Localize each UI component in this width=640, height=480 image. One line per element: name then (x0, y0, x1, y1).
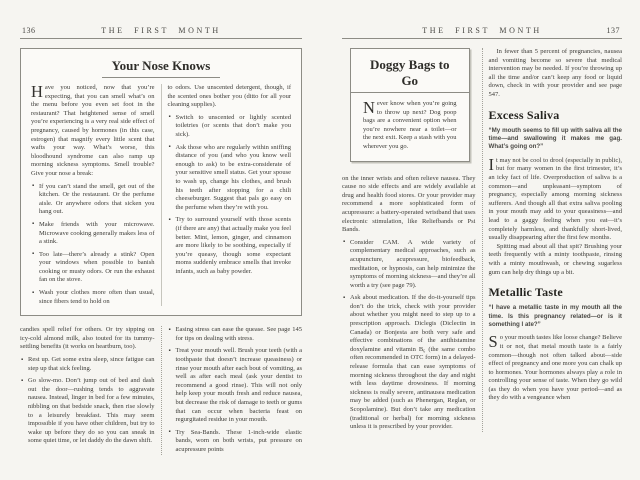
list-item: ▪ Too late—there’s already a stink? Open your windows when possible to banish cooking or musty odors. Or run the exhaust fan on the stove. (31, 251, 155, 285)
box-title-your-nose-knows: Your Nose Knows (21, 49, 301, 78)
page-137 (320, 0, 640, 480)
nose-box-col1-list (31, 183, 155, 307)
col1-continuation: on the inner wrists and often relieve nausea. They cause no side effects and are widely available at drug and health food stores. Or your provider may recommend a more sophisticated form of acupressure: a battery-operated wristband that uses electronic stimulation, like Reliefbands or Psi Bands. (342, 174, 476, 234)
list-item: ▪ Ask those who are regularly within sniffing distance of you (and who you know well enough to ask) to be extra-considerate of your sensitive smell status. Get your spouse to wash up, change his clothes, and brush his teeth after stopping for a chili cheeseburger. Suggest that pals go easy on the perfume when they’re with you. (168, 144, 292, 213)
dropcap-s: S (488, 332, 498, 352)
list-item: ▪ Rest up. Get some extra sleep, since fatigue can step up that sick feeling. (20, 356, 155, 373)
left-body-col1 (20, 326, 155, 454)
doggy-box-text: Never know when you’re going to throw up next? Dog poop bags are a convenient option when you’re nowhere near a toilet—or the next exit. Keep a stash with you wherever you go. (363, 98, 457, 150)
list-item: ▪ Try to surround yourself with those scents (if there are any) that actually make you feel better. Mint, lemon, ginger, and cinnamon are more likely to be soothing, especially if you’re queasy, though some expectant moms suddenly embrace smells that invoke infants, such as baby powder. (168, 216, 292, 276)
col2-intro-paragraph: In fewer than 5 percent of pregnancies, nausea and vomiting become so severe that medical intervention may be needed. If you’re throwing up all the time and/or can’t keep any food or liquid down, check in with your provider and see page 547. (488, 48, 622, 98)
dropcap-n: N (363, 98, 375, 117)
section-heading-excess-saliva: Excess Saliva (488, 107, 560, 122)
nose-box-col1 (31, 84, 155, 306)
reader-quote-metallic-taste: “I have a metallic taste in my mouth all the time. Is this pregnancy related—or is it something I ate?” (488, 304, 622, 328)
answer-metallic-taste: So your mouth tastes like loose change? Believe it or not, that metal mouth taste is a fairly common—though not often talked about—side effect of pregnancy and one more you can chalk up to hormones. Your hormones always play a role in controlling your sense of taste. When they go wild (as they do when you have your period—and as they do with a vengeance when (488, 332, 622, 402)
list-item: ▪ Switch to unscented or lightly scented toiletries (or scents that don’t make you sick). (168, 114, 292, 140)
answer-excess-saliva-para2: Spitting mad about all that spit? Brushing your teeth frequently with a minty toothpaste, rinsing with a minty mouthwash, or chewing sugarless gum can help dry things up a bit. (488, 242, 622, 276)
nose-box-continuation: to odors. Use unscented detergent, though, if the scented ones bother you (ditto for all your cleaning supplies). (167, 84, 291, 109)
nose-box-col2-list (168, 114, 292, 277)
box-title-doggy-bags: Doggy Bags to Go (351, 49, 469, 93)
page-header-left (20, 26, 302, 37)
list-item: ▪ Wash your clothes more often than usual, since fibers tend to hold on (31, 289, 155, 306)
list-item: ▪ Treat your mouth well. Brush your teeth (with a toothpaste that doesn’t increase queasiness) or rinse your mouth after each bout of vomiting, as well as after each meal (ask your dentist to recommend a good rinse). This will not only help keep your mouth fresh and reduce nausea, but decrease the risk of damage to teeth or gums that can occur when bacteria feast on regurgitated residue in your mouth. (168, 347, 303, 424)
page-number-left: 136 (22, 26, 36, 35)
nose-box-col2 (168, 84, 292, 306)
right-page-body (342, 48, 622, 432)
list-item: ▪ If you can’t stand the smell, get out of the kitchen. Or the restaurant. Or the perfume aisle. Or anywhere odors that sicken you hang out. (31, 183, 155, 217)
list-item: ▪ Easing stress can ease the quease. See page 145 for tips on dealing with stress. (168, 326, 303, 343)
dropcap-i: I (488, 154, 494, 174)
reader-quote-excess-saliva: “My mouth seems to fill up with saliva all the time—and swallowing it makes me gag. What’s going on?” (488, 126, 622, 151)
right-body-col1 (342, 48, 476, 432)
left-body-col2 (168, 326, 303, 454)
doggy-bags-box (350, 48, 470, 162)
header-rule-right (342, 38, 622, 39)
header-rule-left (20, 38, 302, 39)
list-item: ▪ Try Sea-Bands. These 1-inch-wide elastic bands, worn on both wrists, put pressure on acupressure points (168, 429, 303, 455)
right-body-col2 (489, 48, 623, 432)
list-item: ▪ Ask about medication. If the do-it-yourself tips don’t do the trick, check with your provider about whether you might need to step up to a prescription approach. Diclegis (Diclectin in Canada) or Bonjesta are both very safe and effective combinations of the antihistamine doxylamine and vitamin B₆ (the same combo often recommended in OTC form) in a delayed-release formula that can ease symptoms of morning sickness throughout the day and night with less daytime drowsiness. If morning sickness is really severe, antinausea medication may be added (such as Phenergan, Reglan, or Scopolamine). But don’t take any medication (traditional or herbal) for morning sickness unless it is prescribed by your provider. (342, 294, 476, 432)
list-item: ▪ Go slow-mo. Don’t jump out of bed and dash out the door—rushing tends to aggravate nausea. Instead, linger in bed for a few minutes, nibbling on that bedside snack, then rise slowly to a leisurely breakfast. This may seem impossible if you have other children, but try to wake up before they do so you can sneak in some quiet time, or let daddy do the dawn shift. (20, 377, 155, 446)
page-number-right: 137 (606, 26, 620, 35)
dropcap-h: H (31, 82, 43, 101)
running-head-left: THE FIRST MONTH (101, 26, 221, 35)
section-heading-metallic-taste: Metallic Taste (488, 285, 563, 300)
column-divider-dotted (161, 326, 162, 454)
nose-box-intro: Have you noticed, now that you’re expecting, that you can smell what’s on the menu before you even set foot in the restaurant? That heightened sense of smell you’re experiencing is a very real side effect of pregnancy, caused by hormones (in this case, estrogen) that magnify every little scent that wafts your way. What’s worse, this bloodhound syndrome can also ramp up morning sickness symptoms. Smell trouble? Give your nose a break: (31, 82, 155, 177)
box-column-divider (161, 84, 162, 306)
page-header-right (342, 26, 622, 37)
body-continuation: candies spell relief for others. Or try sipping on icy-cold almond milk, also touted for its tummy-settling benefits (it works on heartburn, too). (20, 326, 155, 351)
answer-excess-saliva: It may not be cool to drool (especially in public), but for many women in the first trimester, it’s an icky fact of life. Overproduction of saliva is a common—and unpleasant—symptom of pregnancy, especially among morning sickness sufferers. And though all that extra saliva pooling in your mouth may add to your queasiness—and lead to a gaggy feeling when you eat—it’s completely harmless, and thankfully short-lived, usually disappearing after the first few months. (488, 154, 622, 242)
left-page-body (20, 326, 302, 454)
column-divider-dotted (482, 48, 483, 432)
running-head-right: THE FIRST MONTH (422, 26, 542, 35)
list-item: ▪ Consider CAM. A wide variety of complementary medical approaches, such as acupuncture, acupressure, biofeedback, meditation, or hypnosis, can help minimize the symptoms of morning sickness—and they’re all worth a try (see page 79). (342, 239, 476, 291)
your-nose-knows-box (20, 48, 302, 316)
list-item: ▪ Make friends with your microwave. Microwave cooking generally makes less of a stink. (31, 221, 155, 247)
